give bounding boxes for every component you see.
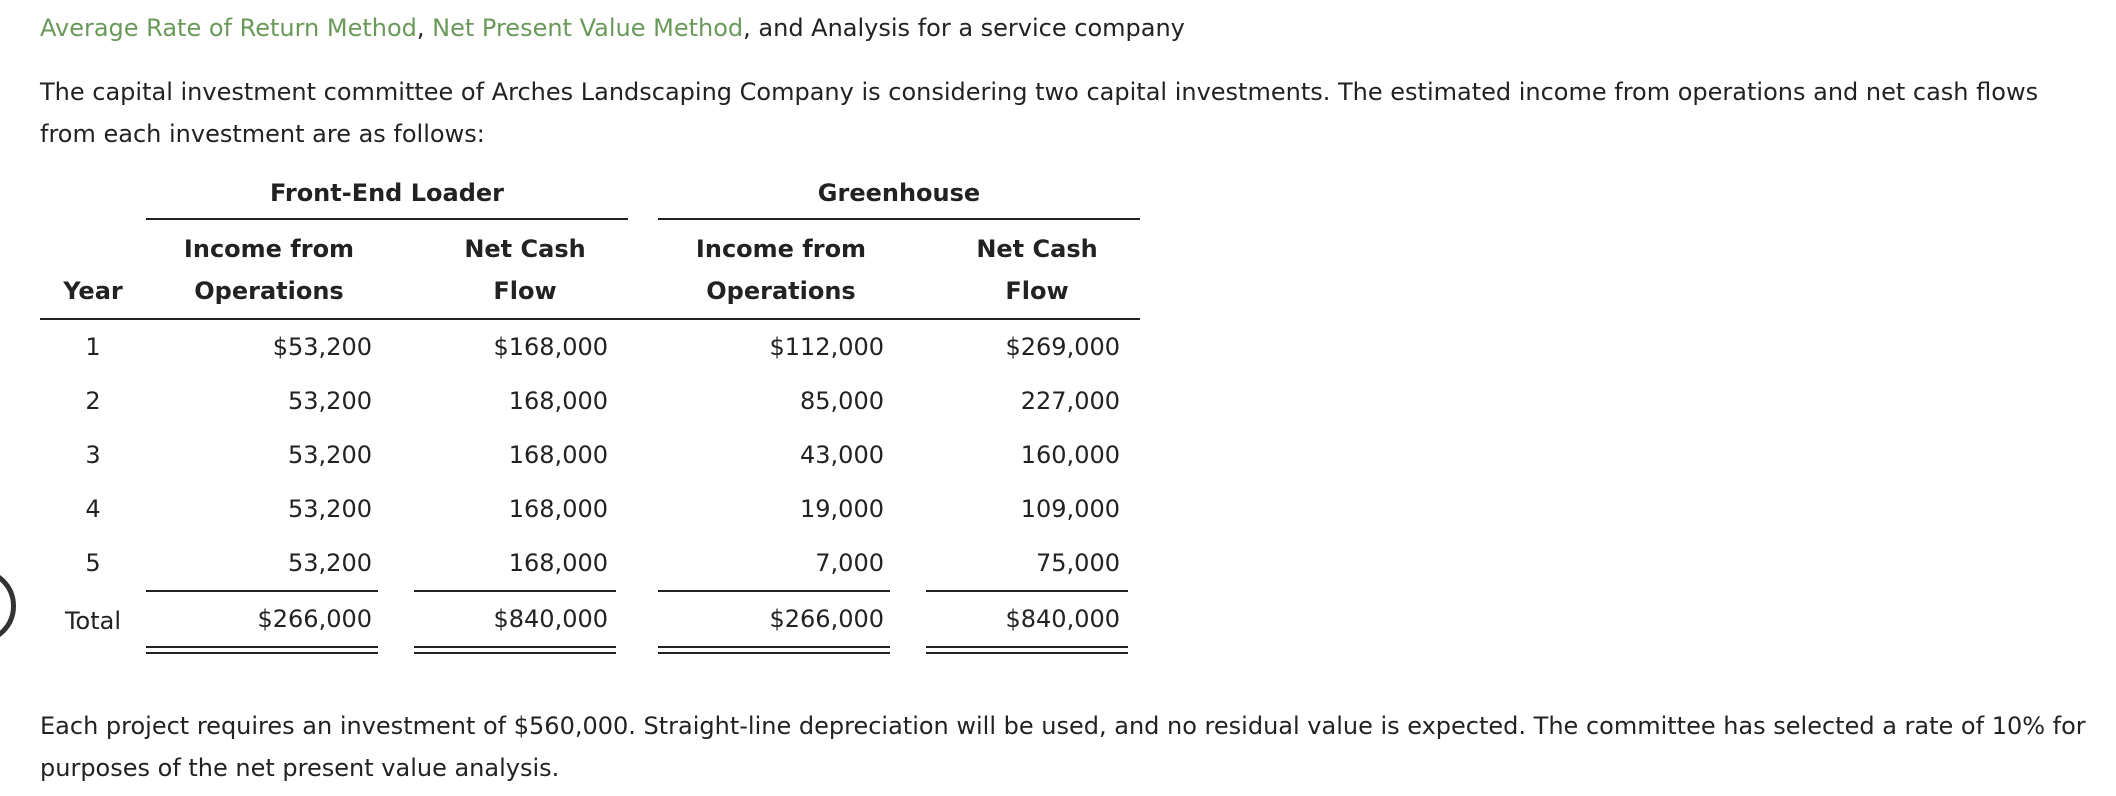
total-gh-income: $266,000 [769, 605, 884, 633]
table-cell-fel-cash: 168,000 [508, 387, 608, 415]
total-fel-income: $266,000 [257, 605, 372, 633]
header-rule [40, 318, 1140, 320]
col-header-gh-income-l2: Operations [706, 277, 856, 305]
table-cell-fel-cash: $168,000 [493, 333, 608, 361]
net-present-value-link[interactable]: Net Present Value Method [432, 14, 744, 42]
table-row-year: 2 [85, 387, 101, 415]
table-cell-gh-income: 85,000 [800, 387, 884, 415]
col-header-fel-income-l2: Operations [194, 277, 344, 305]
total-fel-cash: $840,000 [493, 605, 608, 633]
total-double-rule [414, 646, 616, 654]
table-cell-fel-income: 53,200 [288, 549, 372, 577]
subtotal-rule [414, 590, 616, 592]
subtotal-rule [146, 590, 378, 592]
total-double-rule [658, 646, 890, 654]
table-cell-gh-income: 19,000 [800, 495, 884, 523]
group-header-front-end-loader: Front-End Loader [270, 179, 504, 207]
table-row-year: 4 [85, 495, 101, 523]
table-cell-fel-income: 53,200 [288, 387, 372, 415]
table-cell-fel-cash: 168,000 [508, 441, 608, 469]
col-header-fel-income-l1: Income from [183, 235, 355, 263]
table-cell-gh-cash: 160,000 [1020, 441, 1120, 469]
table-row-year: 1 [85, 333, 101, 361]
col-header-gh-cash-l2: Flow [1005, 277, 1069, 305]
outro-paragraph: Each project requires an investment of $560,000. Straight-line depreciation will be used, and no residual value is expected. The committee has selected a rate of 10% for purposes of the net present value analysis. [40, 712, 2086, 782]
heading-rest: , and Analysis for a service company [743, 14, 1185, 42]
table-cell-gh-income: 7,000 [815, 549, 884, 577]
table-cell-gh-cash: 109,000 [1020, 495, 1120, 523]
table-cell-gh-income: $112,000 [769, 333, 884, 361]
col-header-fel-cash-l1: Net Cash [464, 235, 586, 263]
average-rate-of-return-link[interactable]: Average Rate of Return Method [40, 14, 417, 42]
subtotal-rule [926, 590, 1128, 592]
subtotal-rule [658, 590, 890, 592]
table-cell-fel-income: $53,200 [272, 333, 372, 361]
col-header-gh-income-l1: Income from [695, 235, 867, 263]
table-row-year: 5 [85, 549, 101, 577]
table-cell-fel-income: 53,200 [288, 441, 372, 469]
table-cell-gh-income: 43,000 [800, 441, 884, 469]
table-cell-gh-cash: 227,000 [1020, 387, 1120, 415]
total-double-rule [146, 646, 378, 654]
investment-table [40, 170, 1150, 670]
page-title [40, 10, 1185, 46]
total-double-rule [926, 646, 1128, 654]
table-cell-fel-cash: 168,000 [508, 495, 608, 523]
col-header-fel-cash-l2: Flow [493, 277, 557, 305]
table-cell-gh-cash: 75,000 [1036, 549, 1120, 577]
col-header-gh-cash-l1: Net Cash [976, 235, 1098, 263]
total-gh-cash: $840,000 [1005, 605, 1120, 633]
side-circle-control[interactable] [0, 568, 16, 644]
intro-paragraph: The capital investment committee of Arches Landscaping Company is considering two capital investments. The estimated income from operations and net cash flows from each investment are as follows: [40, 78, 2039, 148]
table-cell-fel-cash: 168,000 [508, 549, 608, 577]
table-cell-fel-income: 53,200 [288, 495, 372, 523]
table-cell-gh-cash: $269,000 [1005, 333, 1120, 361]
group-rule-greenhouse [658, 218, 1140, 220]
group-header-greenhouse: Greenhouse [817, 179, 981, 207]
table-row-year: 3 [85, 441, 101, 469]
heading-separator: , [416, 14, 433, 42]
group-rule-front-end-loader [146, 218, 628, 220]
col-header-year: Year [63, 277, 123, 305]
total-label: Total [64, 607, 122, 635]
